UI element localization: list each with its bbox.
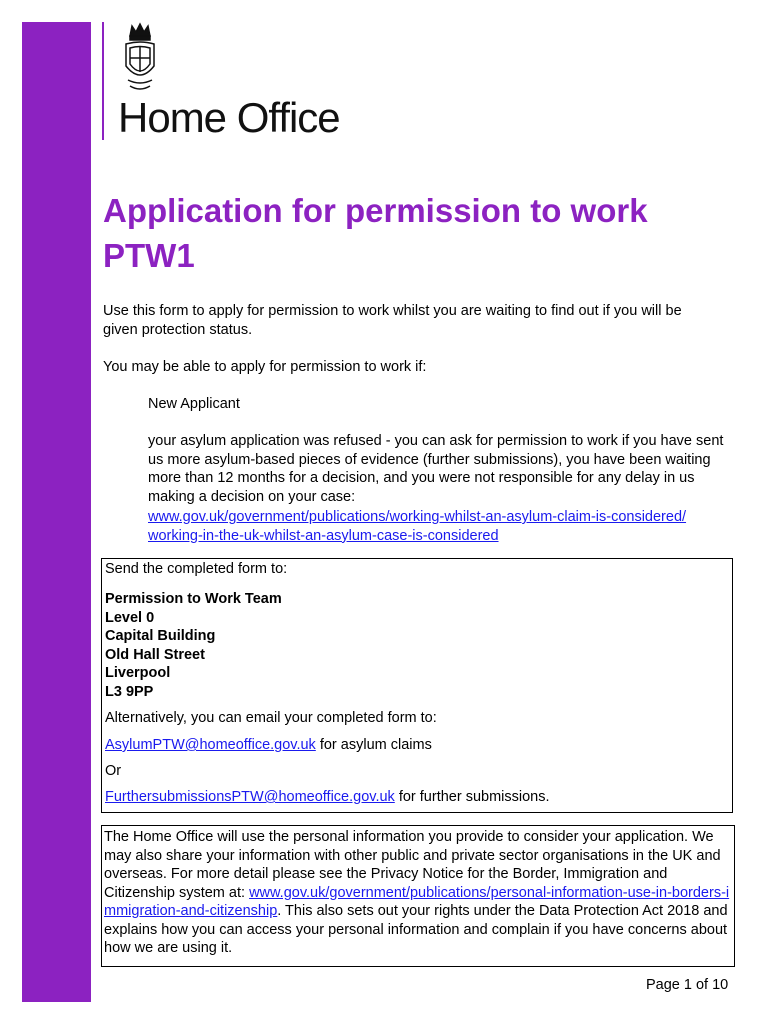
- intro-text: Use this form to apply for permission to work whilst you are waiting to find out if you will be given protection status.: [103, 303, 682, 338]
- title-line-1: Application for permission to work: [103, 192, 648, 229]
- guidance-link[interactable]: [148, 508, 686, 545]
- guidance-link-line-1[interactable]: www.gov.uk/government/publications/working-whilst-an-asylum-claim-is-considered/: [148, 509, 687, 525]
- new-applicant-label: New Applicant: [148, 396, 240, 412]
- email-intro: Alternatively, you can email your completed form to:: [105, 710, 437, 726]
- guidance-link-line-2[interactable]: working-in-the-uk-whilst-an-asylum-case-is-considered: [148, 527, 499, 544]
- asylum-email-link[interactable]: AsylumPTW@homeoffice.gov.uk: [105, 737, 316, 753]
- send-form-box: [101, 558, 733, 813]
- asylum-email-suffix: for asylum claims: [315, 737, 432, 753]
- side-bar: [22, 22, 91, 1002]
- page-number: Page 1 of 10: [646, 977, 729, 993]
- privacy-text-before: The Home Office will use the personal information you provide to consider your application. We may also share your information with other public and private sector organisations in the UK and overseas. For more detail please see the Privacy Notice for the Border, Immigration and Citizenship system at:: [104, 829, 721, 901]
- privacy-box: [101, 825, 735, 967]
- address-line: Capital Building: [105, 628, 216, 644]
- email-line-further: [105, 788, 550, 807]
- eligibility-intro: You may be able to apply for permission to work if:: [103, 359, 427, 375]
- royal-crest-icon: [116, 22, 164, 94]
- address-line: Permission to Work Team: [105, 591, 282, 607]
- logo-rule: [102, 22, 104, 140]
- further-submissions-email-link[interactable]: FurthersubmissionsPTW@homeoffice.gov.uk: [105, 789, 395, 805]
- privacy-link[interactable]: www.gov.uk/government/publications/personal-information-use-in-borders-immigration-and-citizenship: [104, 884, 730, 919]
- privacy-text-after: . This also sets out your rights under the Data Protection Act 2018 and explains how you can access your personal information and complain if you have concerns about how we are using it.: [104, 903, 728, 956]
- address-line: L3 9PP: [105, 683, 154, 700]
- form-title: [103, 188, 723, 278]
- address-line: Liverpool: [105, 665, 171, 681]
- home-office-logo-text: Home Office: [118, 94, 340, 141]
- send-heading: Send the completed form to:: [105, 561, 288, 577]
- title-line-2: PTW1: [103, 237, 195, 274]
- address-line: Level 0: [105, 609, 155, 626]
- refused-text: your asylum application was refused - you can ask for permission to work if you have sent us more asylum-based pieces of evidence (further submissions), you have been waiting more than 12 months for a decision, and you were not responsible for any delay in us making a decision on your case:: [148, 433, 724, 505]
- privacy-text: [104, 828, 732, 958]
- address-line: Old Hall Street: [105, 646, 205, 663]
- email-line-asylum: [105, 736, 432, 755]
- further-email-suffix: for further submissions.: [394, 789, 550, 805]
- or-text: Or: [105, 763, 122, 779]
